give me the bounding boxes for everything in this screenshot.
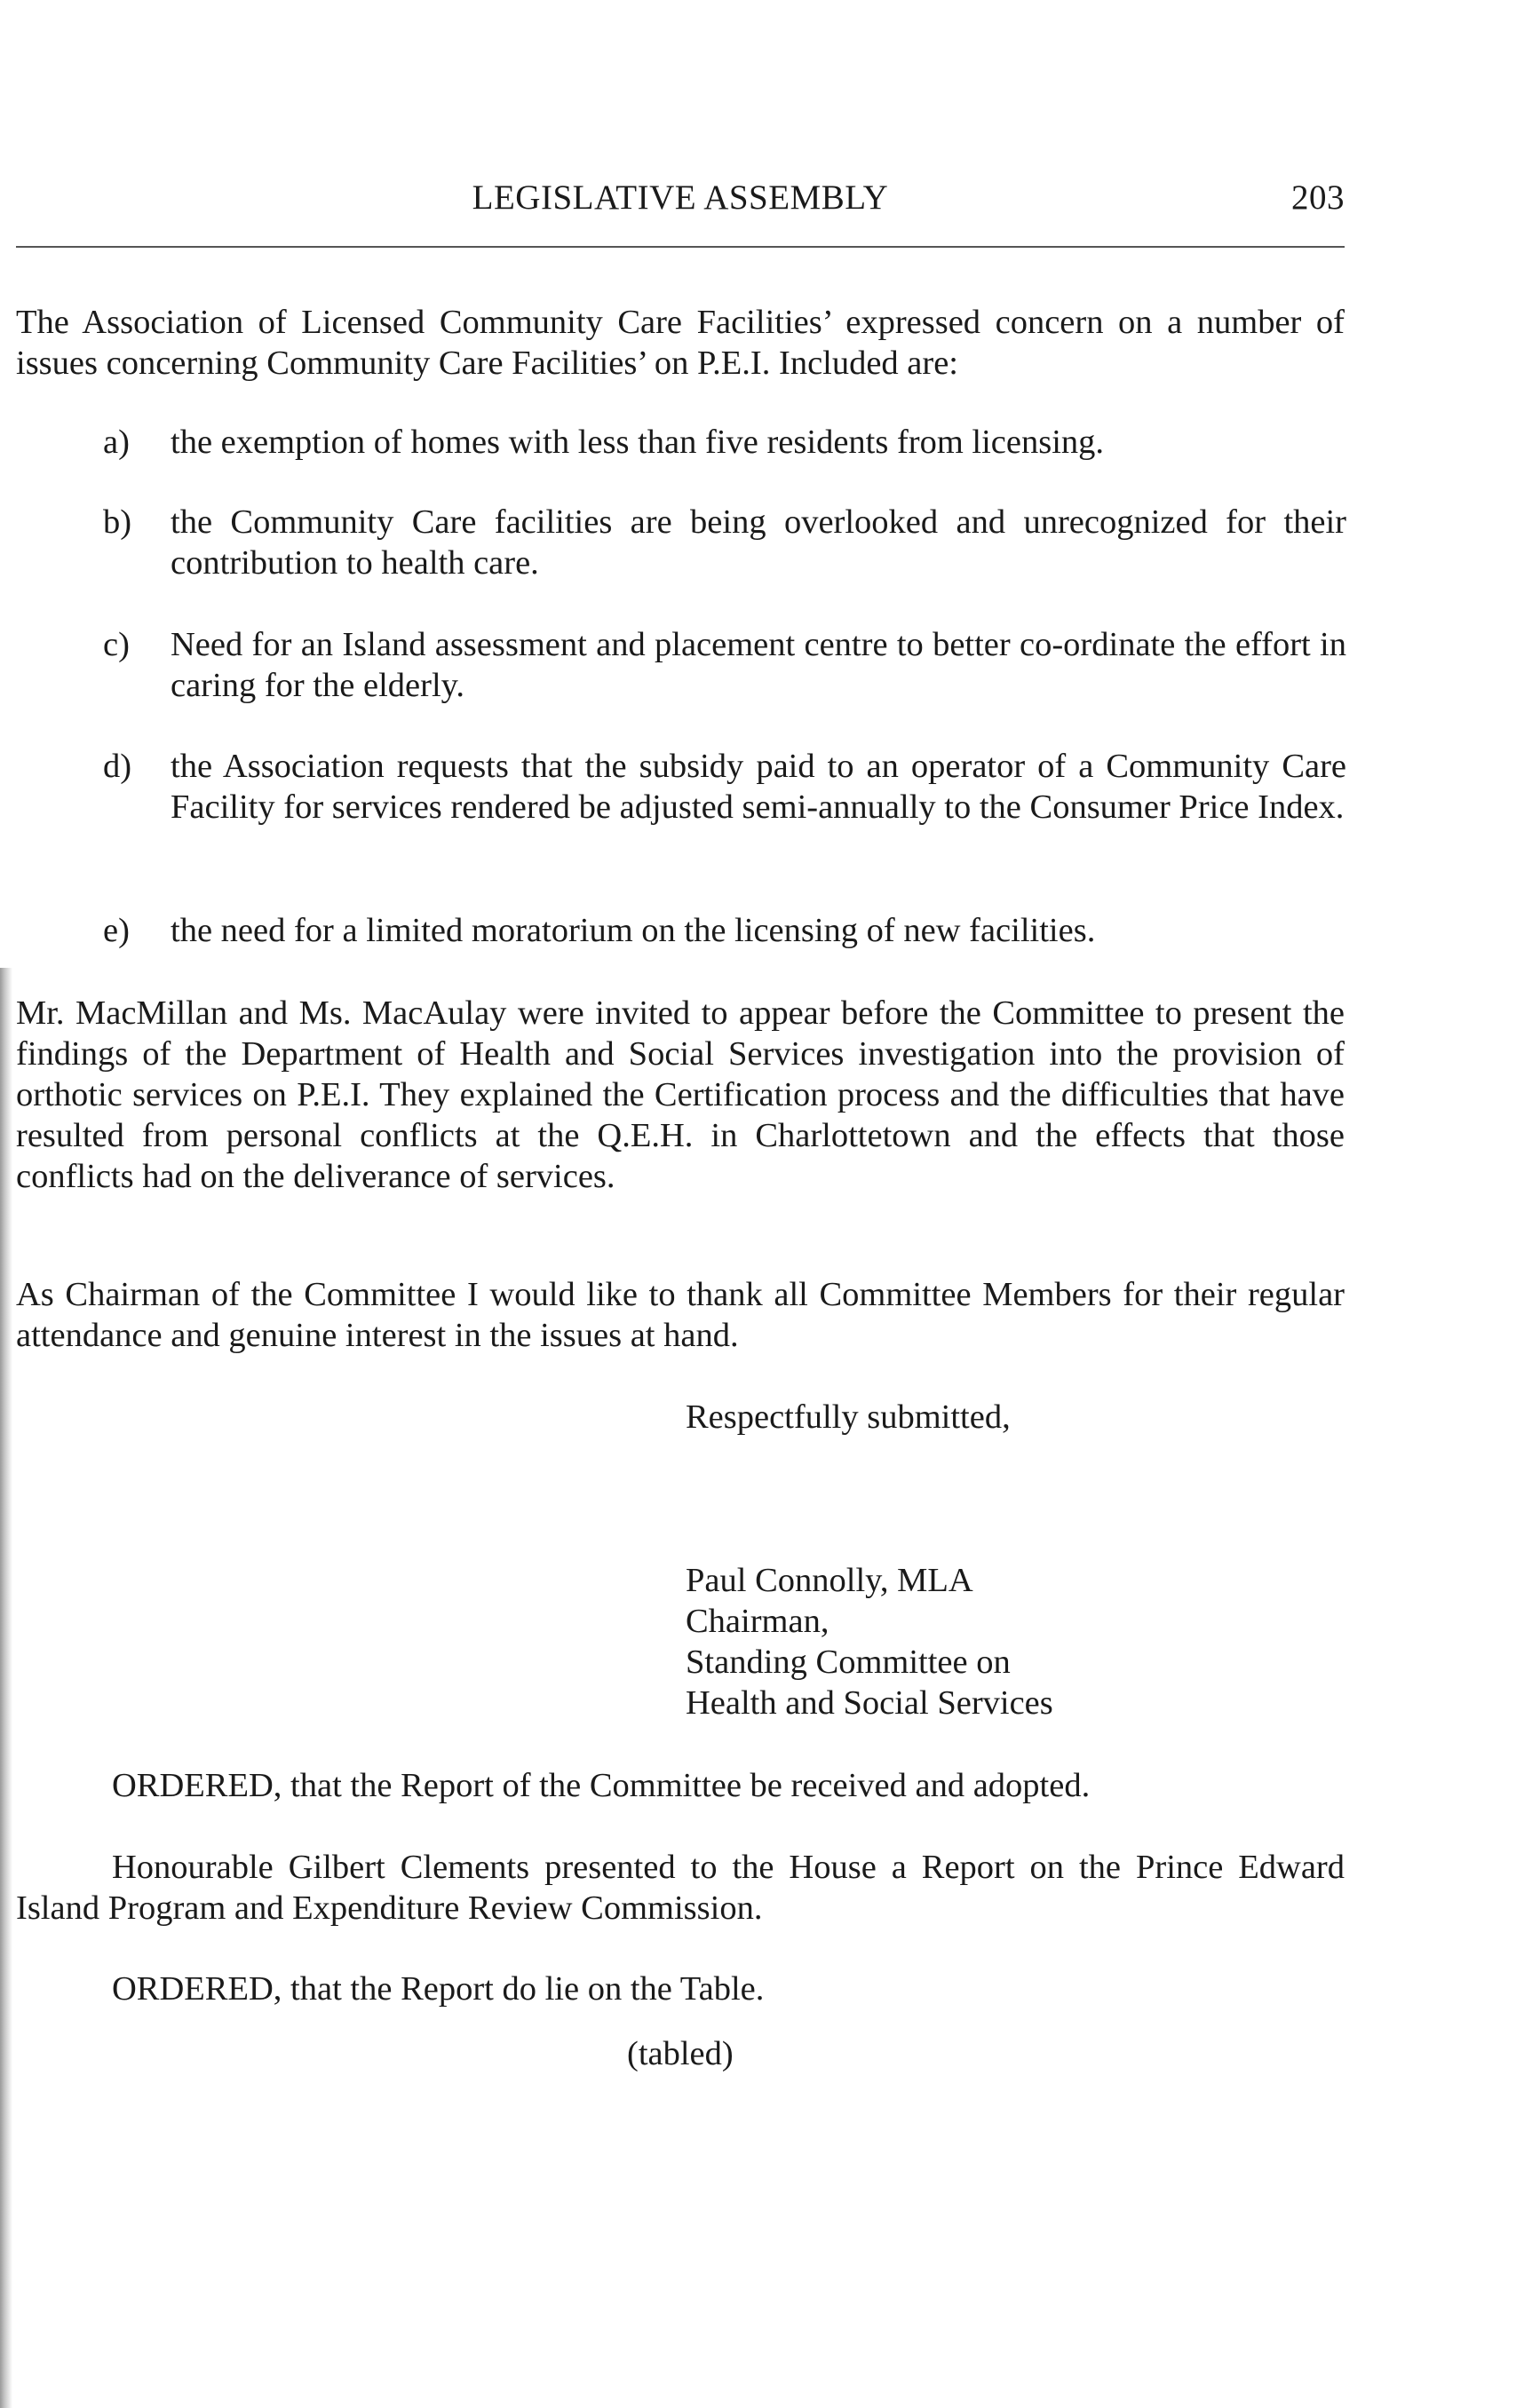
closing-line: Respectfully submitted, [686, 1398, 1011, 1436]
concern-text: the need for a limited moratorium on the licensing of new facilities. [171, 912, 1096, 949]
concern-text: the exemption of homes with less than five residents from licensing. [171, 424, 1105, 461]
intro-paragraph: The Association of Licensed Community Care Facilities’ expressed concern on a number of issues concerning Community Care Facilities’ on P.E.I. Included are: [16, 304, 1345, 382]
concern-item-c [98, 624, 1346, 706]
concern-item-a [98, 422, 1346, 463]
tabled-note: (tabled) [627, 2035, 734, 2072]
concern-text: the Community Care facilities are being overlooked and unrecognized for their contribution to health care. [171, 503, 1346, 582]
signatory-name: Paul Connolly, MLA [686, 1562, 973, 1599]
clements-report-paragraph: Honourable Gilbert Clements presented to the House a Report on the Prince Edward Island Program and Expenditure Review Commission. [16, 1849, 1345, 1927]
thanks-paragraph: As Chairman of the Committee I would like to thank all Committee Members for their regular attendance and genuine interest in the issues at hand. [16, 1276, 1345, 1354]
concern-text: Need for an Island assessment and placement centre to better co-ordinate the effort in caring for the elderly. [171, 626, 1346, 704]
concern-marker: a) [103, 424, 130, 461]
signatory-title: Chairman, [686, 1603, 829, 1640]
orthotic-services-paragraph: Mr. MacMillan and Ms. MacAulay were invited to appear before the Committee to present the findings of the Department of Health and Social Services investigation into the provision of orthotic services on P.E.I. They explained the Certification process and the difficulties that have resulted from personal conflicts at the Q.E.H. in Charlottetown and the effects that those conflicts had on the deliverance of services. [16, 994, 1345, 1195]
concern-marker: e) [103, 912, 130, 949]
signature-block [686, 1560, 1343, 1723]
header-rule [16, 246, 1345, 248]
page-edge-shadow [0, 968, 12, 2408]
committee-name-line2: Health and Social Services [686, 1684, 1053, 1722]
concern-marker: c) [103, 626, 130, 663]
committee-name-line1: Standing Committee on [686, 1644, 1011, 1681]
page-number: 203 [1291, 178, 1345, 217]
concern-marker: d) [103, 748, 132, 785]
page-header-title: LEGISLATIVE ASSEMBLY [472, 178, 889, 217]
concern-item-b [98, 502, 1346, 583]
ordered-adopted-line: ORDERED, that the Report of the Committee be received and adopted. [112, 1767, 1091, 1804]
concern-text: the Association requests that the subsidy paid to an operator of a Community Care Facility for services rendered be adjusted semi-annually to the Consumer Price Index. [171, 748, 1346, 826]
page-header [16, 178, 1345, 231]
concern-item-e [98, 910, 1346, 951]
ordered-table-line: ORDERED, that the Report do lie on the Table. [112, 1970, 765, 2008]
concern-item-d [98, 746, 1346, 868]
concern-marker: b) [103, 503, 132, 541]
